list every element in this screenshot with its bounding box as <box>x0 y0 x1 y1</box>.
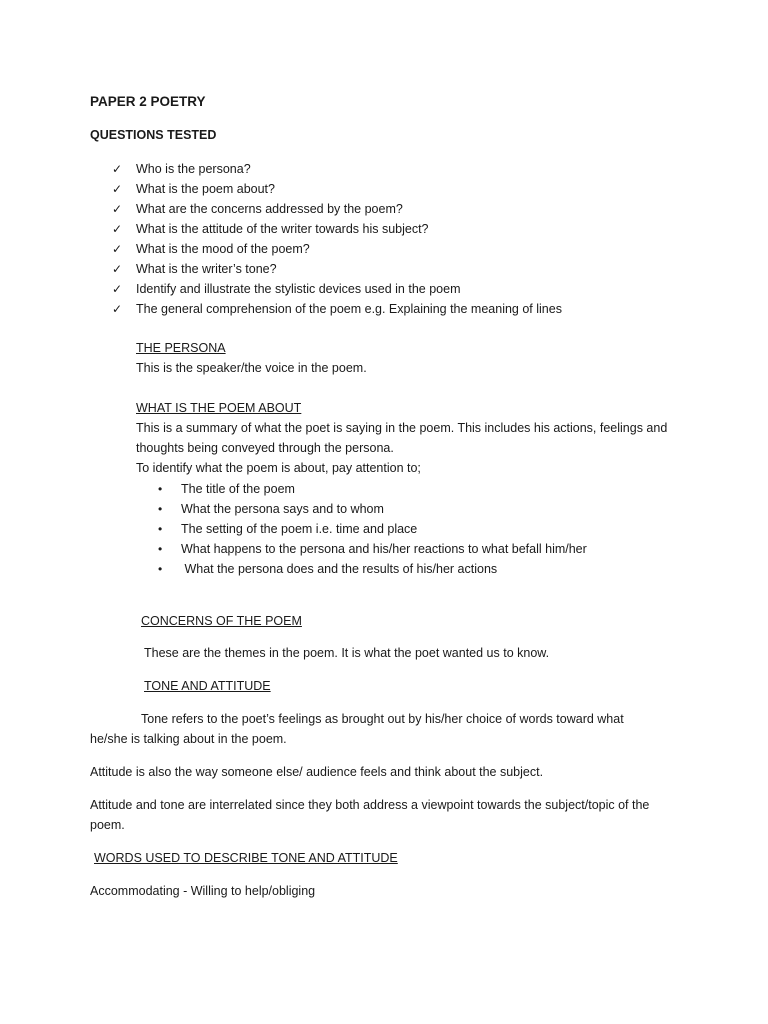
list-item: ✓ What is the poem about? <box>136 179 562 199</box>
about-bullet-list <box>158 479 587 579</box>
list-item: ✓ What is the writer’s tone? <box>136 259 562 279</box>
tone-heading: TONE AND ATTITUDE <box>144 679 271 693</box>
list-item: ✓ The general comprehension of the poem e.g. Explaining the meaning of lines <box>136 299 562 319</box>
list-item: ✓ What is the attitude of the writer towards his subject? <box>136 219 562 239</box>
concerns-text: These are the themes in the poem. It is what the poet wanted us to know. <box>144 646 550 660</box>
check-icon: ✓ <box>112 162 123 176</box>
check-icon: ✓ <box>112 242 123 256</box>
list-item: ✓ What is the mood of the poem? <box>136 239 562 259</box>
list-item: ✓ What are the concerns addressed by the poem? <box>136 199 562 219</box>
check-icon: ✓ <box>112 182 123 196</box>
concerns-heading: CONCERNS OF THE POEM <box>141 614 302 628</box>
questions-list <box>112 159 562 319</box>
list-item: ✓ Who is the persona? <box>136 159 562 179</box>
persona-heading: THE PERSONA <box>136 341 226 355</box>
check-icon: ✓ <box>112 222 123 236</box>
section-subtitle: QUESTIONS TESTED <box>90 128 217 142</box>
definition-line: Accommodating - Willing to help/obliging <box>90 884 316 898</box>
about-text-line: thoughts being conveyed through the persona. <box>136 441 394 455</box>
list-item: • The title of the poem <box>181 479 587 499</box>
check-icon: ✓ <box>112 302 123 316</box>
bullet-icon: • <box>158 542 163 556</box>
about-text-line: This is a summary of what the poet is saying in the poem. This includes his actions, feelings and <box>136 421 668 435</box>
tone-text-line: Tone refers to the poet’s feelings as brought out by his/her choice of words toward what <box>141 712 624 726</box>
words-heading: WORDS USED TO DESCRIBE TONE AND ATTITUDE <box>94 851 398 865</box>
interrelated-line: poem. <box>90 818 125 832</box>
about-heading: WHAT IS THE POEM ABOUT <box>136 401 302 415</box>
interrelated-line: Attitude and tone are interrelated since they both address a viewpoint towards the subject/topic of the <box>90 798 650 812</box>
check-icon: ✓ <box>112 202 123 216</box>
bullet-icon: • <box>158 482 163 496</box>
bullet-icon: • <box>158 562 163 576</box>
list-item: • What happens to the persona and his/her reactions to what befall him/her <box>181 539 587 559</box>
list-item: ✓ Identify and illustrate the stylistic devices used in the poem <box>136 279 562 299</box>
list-item: • What the persona does and the results of his/her actions <box>181 559 587 579</box>
bullet-icon: • <box>158 502 163 516</box>
list-item: • The setting of the poem i.e. time and place <box>181 519 587 539</box>
about-text-line: To identify what the poem is about, pay attention to; <box>136 461 421 475</box>
persona-text: This is the speaker/the voice in the poem. <box>136 361 367 375</box>
bullet-icon: • <box>158 522 163 536</box>
tone-text-line: he/she is talking about in the poem. <box>90 732 287 746</box>
check-icon: ✓ <box>112 262 123 276</box>
check-icon: ✓ <box>112 282 123 296</box>
attitude-paragraph: Attitude is also the way someone else/ audience feels and think about the subject. <box>90 765 544 779</box>
list-item: • What the persona says and to whom <box>181 499 587 519</box>
page-title: PAPER 2 POETRY <box>90 94 206 109</box>
